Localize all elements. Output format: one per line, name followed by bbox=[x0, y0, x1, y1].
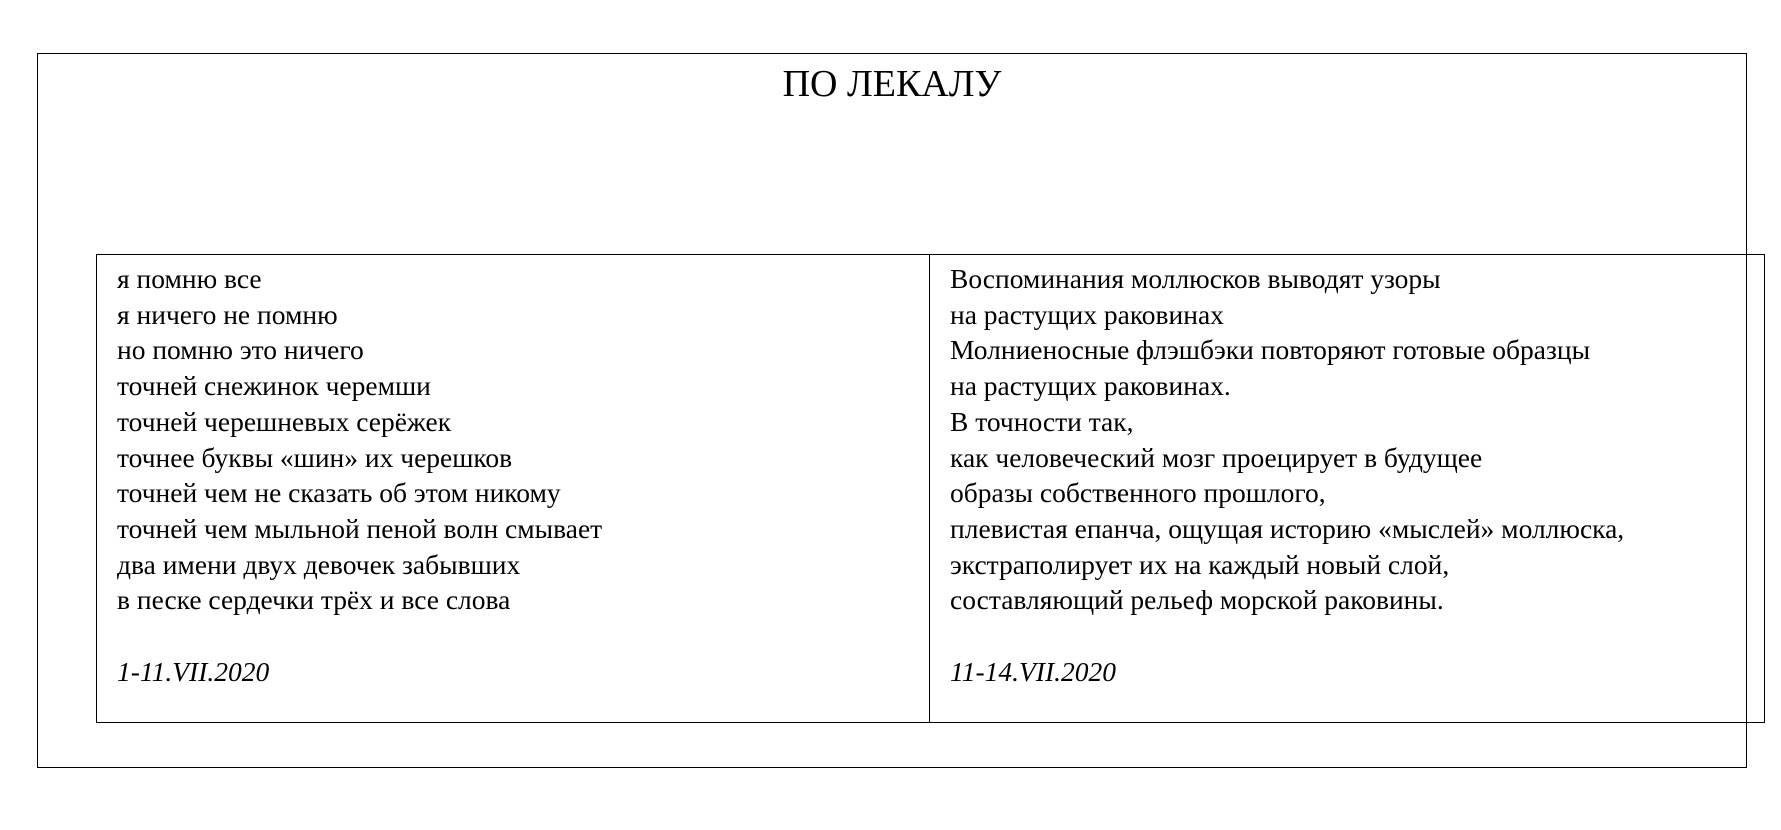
poem-line: Воспоминания моллюсков выводят узоры bbox=[950, 263, 1441, 294]
document-frame bbox=[37, 53, 1747, 768]
poem-line: составляющий рельеф морской раковины. bbox=[950, 584, 1444, 616]
poem-table bbox=[96, 254, 1765, 723]
left-poem-date: 1-11.VII.2020 bbox=[117, 655, 270, 687]
poem-line: точнее буквы «шин» их черешков bbox=[117, 441, 513, 473]
poem-line: я помню все bbox=[117, 263, 262, 294]
page-title: ПО ЛЕКАЛУ bbox=[782, 63, 1002, 105]
poem-line: два имени двух девочек забывших bbox=[117, 548, 521, 580]
poem-line: плевистая епанча, ощущая историю «мыслей» моллюска, bbox=[950, 512, 1625, 544]
poem-line: на растущих раковинах bbox=[950, 298, 1224, 330]
poem-line: точней чем не сказать об этом никому bbox=[117, 477, 561, 509]
poem-line: точней черешневых серёжек bbox=[117, 405, 452, 437]
left-poem-cell bbox=[97, 255, 930, 722]
poem-line: я ничего не помню bbox=[117, 298, 338, 330]
poem-line: Молниеносные флэшбэки повторяют готовые образцы bbox=[950, 334, 1591, 366]
poem-line: точней чем мыльной пеной волн смывает bbox=[117, 512, 603, 544]
poem-line: образы собственного прошлого, bbox=[950, 477, 1326, 509]
poem-line: экстраполирует их на каждый новый слой, bbox=[950, 548, 1450, 580]
poem-line: точней снежинок черемши bbox=[117, 370, 431, 402]
right-poem-cell bbox=[930, 255, 1764, 722]
poem-line: В точности так, bbox=[950, 405, 1134, 437]
poem-line: в песке сердечки трёх и все слова bbox=[117, 584, 511, 616]
poem-line: но помню это ничего bbox=[117, 334, 364, 366]
right-poem-date: 11-14.VII.2020 bbox=[950, 655, 1116, 687]
poem-line: на растущих раковинах. bbox=[950, 370, 1231, 402]
poem-line: как человеческий мозг проецирует в будущее bbox=[950, 441, 1483, 473]
